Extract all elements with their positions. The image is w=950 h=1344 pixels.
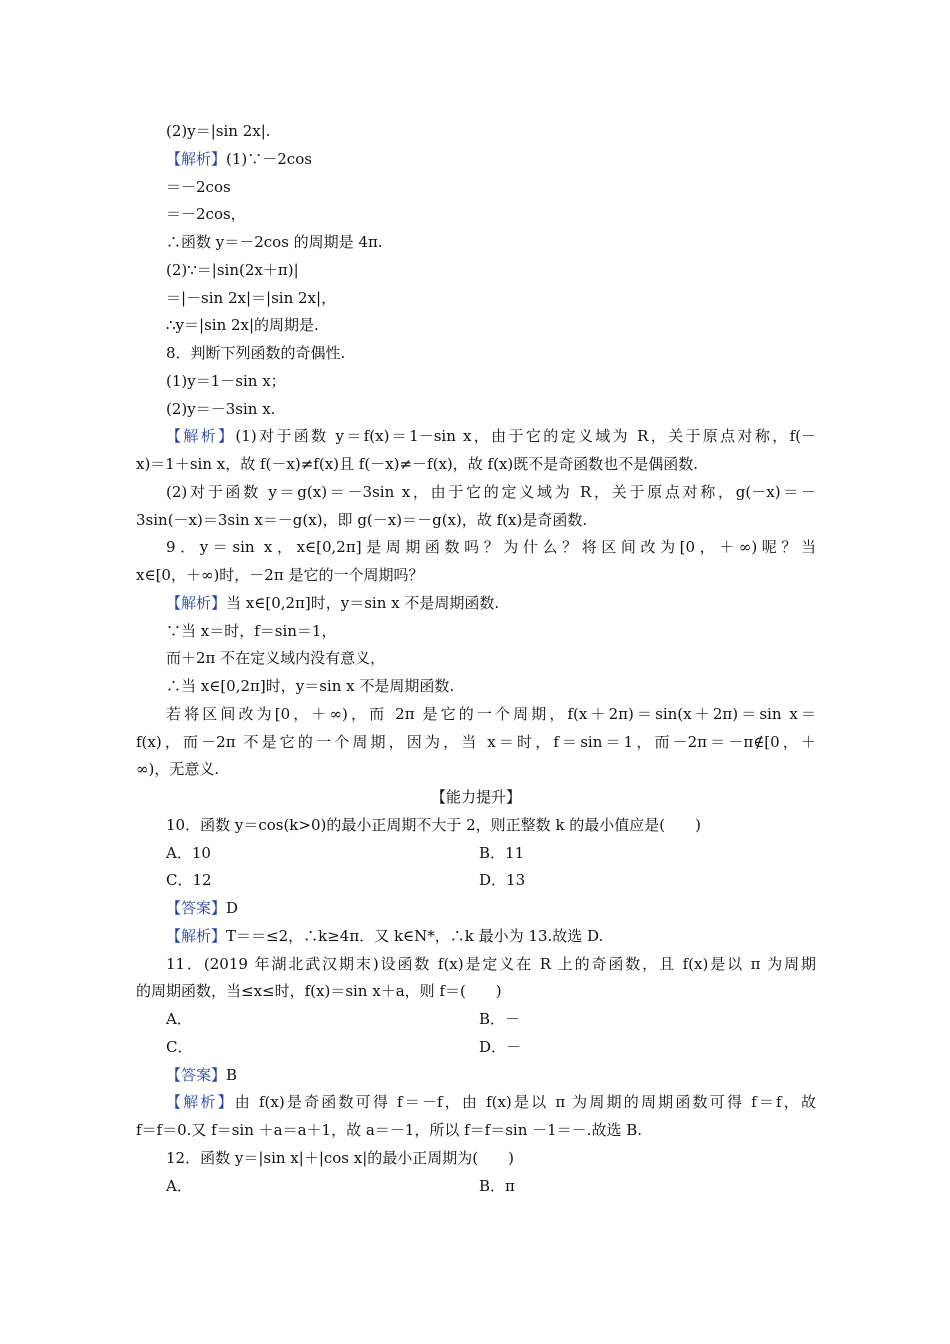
line-text: ＝－2cos xyxy=(166,177,231,196)
option-right-column: D．13 xyxy=(479,871,526,890)
line-text: 由 f(x)是奇函数可得 f＝－f，由 f(x)是以 π 为周期的周期函数可得 f＝f，故 xyxy=(234,1093,816,1112)
line-text: ∴y＝|sin 2x|的周期是. xyxy=(166,316,319,335)
text-line-l23 xyxy=(136,729,816,757)
text-line-l15 xyxy=(136,507,816,535)
text-line-l39 xyxy=(136,1173,816,1201)
text-line-l27 xyxy=(136,840,816,868)
line-text: 【能力提升】 xyxy=(430,788,521,806)
text-line-l18 xyxy=(136,590,816,618)
text-line-l29 xyxy=(136,895,816,923)
section-tag: 【解析】 xyxy=(166,593,227,612)
text-line-l10 xyxy=(136,368,816,396)
document-page xyxy=(136,118,816,1200)
line-text: 12．函数 y＝|sin x|＋|cos x|的最小正周期为( ) xyxy=(166,1148,514,1167)
text-line-l05 xyxy=(136,229,816,257)
text-line-l37 xyxy=(136,1117,816,1145)
text-line-l38 xyxy=(136,1145,816,1173)
section-tag: 【解析】 xyxy=(166,149,227,168)
text-line-l14 xyxy=(136,479,816,507)
text-line-l13 xyxy=(136,451,816,479)
line-text: f＝f＝0.又 f＝sin ＋a＝a＋1，故 a＝－1，所以 f＝f＝sin －1＝－.故选 B. xyxy=(136,1121,643,1139)
text-line-l03 xyxy=(136,174,816,202)
text-line-l07 xyxy=(136,285,816,313)
line-text: (2)y＝－3sin x. xyxy=(166,399,276,418)
text-line-l17 xyxy=(136,562,816,590)
text-line-l32 xyxy=(136,978,816,1006)
section-tag: 【答案】 xyxy=(166,899,227,917)
line-text: x)＝1＋sin x，故 f(－x)≠f(x)且 f(－x)≠－f(x)，故 f(x)既不是奇函数也不是偶函数. xyxy=(136,455,699,473)
line-text: 10．函数 y＝cos(k>0)的最小正周期不大于 2，则正整数 k 的最小值应是( ) xyxy=(166,815,702,834)
line-text: (1)y＝1－sin x； xyxy=(166,371,286,390)
option-right-column: B．11 xyxy=(479,843,525,862)
text-line-l26 xyxy=(136,812,816,840)
text-line-l16 xyxy=(136,534,816,562)
text-line-l08 xyxy=(136,312,816,340)
text-line-l11 xyxy=(136,396,816,424)
line-text: A．10 xyxy=(166,843,211,862)
line-text: B xyxy=(226,1065,238,1084)
text-line-l31 xyxy=(136,951,816,979)
text-line-l30 xyxy=(136,923,816,951)
text-line-l02 xyxy=(136,146,816,174)
line-text: 而＋2π 不在定义域内没有意义， xyxy=(166,649,386,668)
text-line-l19 xyxy=(136,618,816,646)
line-text: 当 x∈[0,2π]时，y＝sin x 不是周期函数. xyxy=(226,593,500,612)
text-line-l22 xyxy=(136,701,816,729)
text-line-l35 xyxy=(136,1062,816,1090)
line-text: (1)对于函数 y＝f(x)＝1－sin x，由于它的定义域为 R，关于原点对称，f(－ xyxy=(235,427,816,446)
section-tag: 【解析】 xyxy=(166,427,236,446)
line-text: f(x)，而－2π 不是它的一个周期，因为，当 x＝时，f＝sin＝1，而－2π＝－π∉[0，＋ xyxy=(136,732,816,751)
text-line-l36 xyxy=(136,1089,816,1117)
line-text: x∈[0，＋∞)时，－2π 是它的一个周期吗？ xyxy=(136,566,424,584)
text-line-l28 xyxy=(136,867,816,895)
section-tag: 【解析】 xyxy=(166,1093,235,1112)
line-text: 若将区间改为[0，＋∞)，而 2π 是它的一个周期，f(x＋2π)＝sin(x＋2π)＝sin x＝ xyxy=(166,704,816,723)
line-text: (1)∵－2cos xyxy=(226,149,312,168)
line-text: ＝|－sin 2x|＝|sin 2x|， xyxy=(166,288,337,307)
text-line-l04 xyxy=(136,201,816,229)
line-text: A． xyxy=(166,1176,192,1195)
text-line-l01 xyxy=(136,118,816,146)
line-text: ∴当 x∈[0,2π]时，y＝sin x 不是周期函数. xyxy=(166,677,455,695)
line-text: ＝－2cos， xyxy=(166,205,246,224)
line-text: T＝＝≤2，∴k≥4π．又 k∈N*，∴k 最小为 13.故选 D. xyxy=(226,926,604,945)
text-line-l34 xyxy=(136,1034,816,1062)
line-text: ∵当 x＝时，f＝sin＝1， xyxy=(166,621,337,640)
text-line-l21 xyxy=(136,673,816,701)
option-right-column: B．－ xyxy=(479,1010,521,1028)
line-text: 8．判断下列函数的奇偶性. xyxy=(166,344,346,362)
option-right-column: D．－ xyxy=(479,1037,522,1056)
line-text: A． xyxy=(166,1010,192,1028)
line-text: 11．(2019 年湖北武汉期末)设函数 f(x)是定义在 R 上的奇函数，且 f(x)是以 π 为周期 xyxy=(166,954,816,973)
line-text: 的周期函数，当≤x≤时，f(x)＝sin x＋a，则 f＝( ) xyxy=(136,982,502,1001)
line-text: ∴函数 y＝－2cos 的周期是 4π. xyxy=(166,233,383,251)
line-text: 3sin(－x)＝3sin x＝－g(x)，即 g(－x)＝－g(x)，故 f(x)是奇函数. xyxy=(136,510,588,529)
text-line-l25 xyxy=(136,784,816,812)
line-text: C． xyxy=(166,1037,193,1056)
line-text: (2)对于函数 y＝g(x)＝－3sin x，由于它的定义域为 R，关于原点对称，g(－x)＝－ xyxy=(166,482,816,501)
option-right-column: B．π xyxy=(479,1176,515,1195)
line-text: (2)∵＝|sin(2x＋π)| xyxy=(166,260,299,279)
text-line-l20 xyxy=(136,645,816,673)
line-text: D xyxy=(226,899,239,917)
line-text: 9．y＝sin x，x∈[0,2π]是周期函数吗？为什么？将区间改为[0，＋∞)呢？当 xyxy=(166,538,816,557)
text-line-l24 xyxy=(136,756,816,784)
text-line-l12 xyxy=(136,423,816,451)
text-line-l06 xyxy=(136,257,816,285)
text-line-l33 xyxy=(136,1006,816,1034)
section-tag: 【解析】 xyxy=(166,926,227,945)
text-line-l09 xyxy=(136,340,816,368)
section-tag: 【答案】 xyxy=(166,1065,227,1084)
line-text: ∞)，无意义. xyxy=(136,760,220,779)
line-text: (2)y＝|sin 2x|. xyxy=(166,122,271,140)
line-text: C．12 xyxy=(166,871,212,890)
